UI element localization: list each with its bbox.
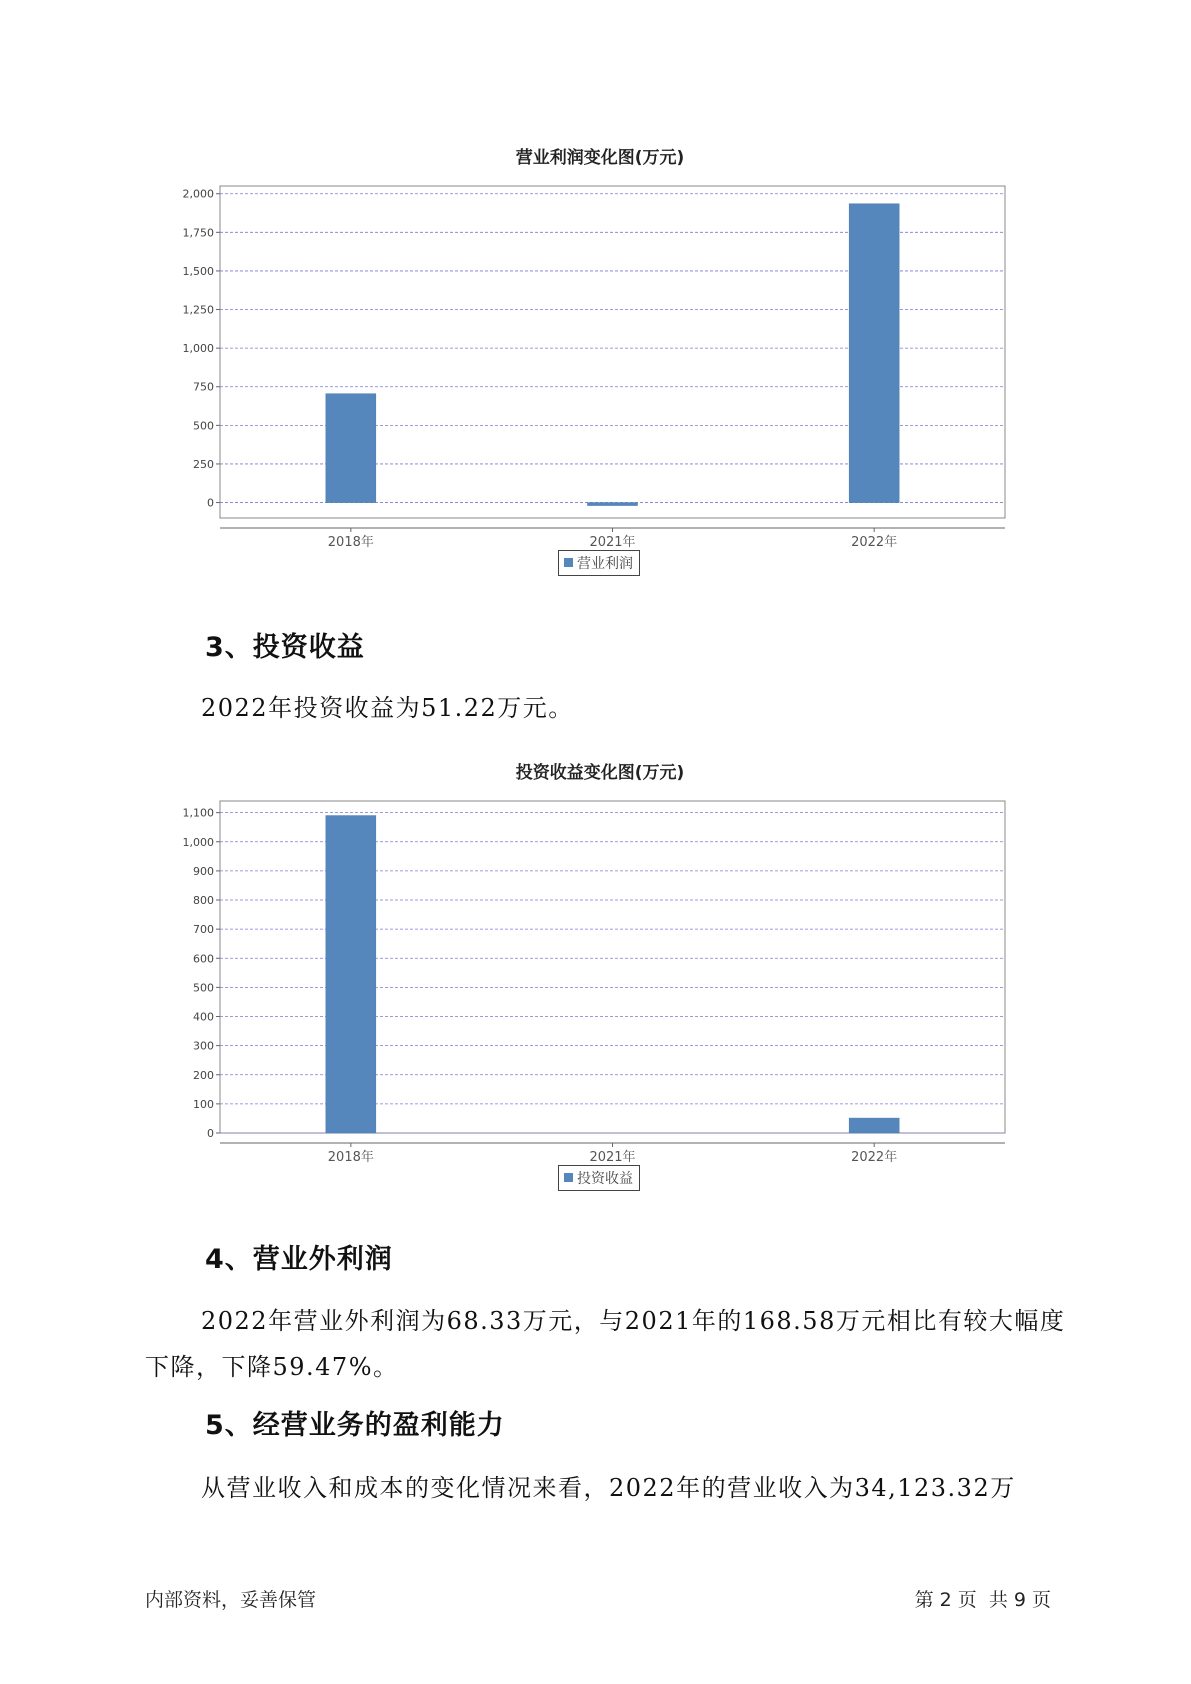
section-5-text: 从营业收入和成本的变化情况来看，2022年的营业收入为34,123.32万 [201, 1474, 1016, 1502]
investment-income-plot [150, 795, 1050, 1175]
y-tick-label: 2,000 [182, 187, 214, 201]
y-tick-label: 750 [193, 380, 214, 394]
footer-confidential-note: 内部资料，妥善保管 [145, 1589, 317, 1611]
y-tick-label: 1,500 [182, 264, 214, 278]
y-tick-label: 600 [193, 952, 214, 966]
legend-swatch [564, 558, 573, 567]
section-3-text: 2022年投资收益为51.22万元。 [201, 694, 574, 722]
y-tick-label: 1,250 [182, 303, 214, 317]
section-3-heading: 3、投资收益 [205, 632, 365, 663]
y-tick-label: 100 [193, 1097, 214, 1111]
y-tick-label: 200 [193, 1068, 214, 1082]
legend-label: 投资收益 [577, 1171, 633, 1187]
chart-title: 营业利润变化图(万元) [515, 148, 685, 168]
bar-2021年 [588, 503, 638, 506]
chart-legend [558, 1165, 640, 1191]
y-tick-label: 400 [193, 1010, 214, 1024]
x-tick-label: 2022年 [851, 1150, 898, 1165]
footer-page-number: 第 2 页 共 9 页 [914, 1589, 1051, 1611]
chart-legend [558, 550, 640, 576]
y-tick-label: 1,000 [182, 342, 214, 356]
y-tick-label: 700 [193, 923, 214, 937]
y-tick-label: 1,000 [182, 835, 214, 849]
operating-profit-plot [150, 180, 1050, 560]
x-tick-label: 2018年 [327, 1150, 374, 1165]
y-tick-label: 1,750 [182, 226, 214, 240]
x-tick-label: 2018年 [327, 535, 374, 550]
operating-profit-chart [150, 140, 1050, 580]
section-4-heading: 4、营业外利润 [205, 1244, 393, 1275]
y-tick-label: 0 [207, 1127, 214, 1140]
legend-swatch [564, 1173, 573, 1182]
x-tick-label: 2021年 [589, 1150, 636, 1165]
bar-2018年 [326, 394, 376, 503]
y-tick-label: 300 [193, 1039, 214, 1053]
y-tick-label: 250 [193, 457, 214, 471]
chart-title: 投资收益变化图(万元) [515, 763, 685, 783]
y-tick-label: 800 [193, 894, 214, 908]
y-tick-label: 1,100 [182, 806, 214, 820]
bar-2022年 [849, 1118, 899, 1133]
section-4-text: 2022年营业外利润为68.33万元，与2021年的168.58万元相比有较大幅度下降，下降59.47%。 [145, 1307, 1066, 1381]
x-tick-label: 2021年 [589, 535, 636, 550]
y-tick-label: 0 [207, 496, 214, 510]
investment-income-chart [150, 755, 1050, 1195]
bar-2022年 [849, 204, 899, 503]
y-tick-label: 500 [193, 419, 214, 433]
x-tick-label: 2022年 [851, 535, 898, 550]
section-5-heading: 5、经营业务的盈利能力 [205, 1410, 505, 1441]
y-tick-label: 500 [193, 981, 214, 995]
bar-2018年 [326, 816, 376, 1133]
y-tick-label: 900 [193, 864, 214, 878]
legend-label: 营业利润 [577, 556, 633, 572]
